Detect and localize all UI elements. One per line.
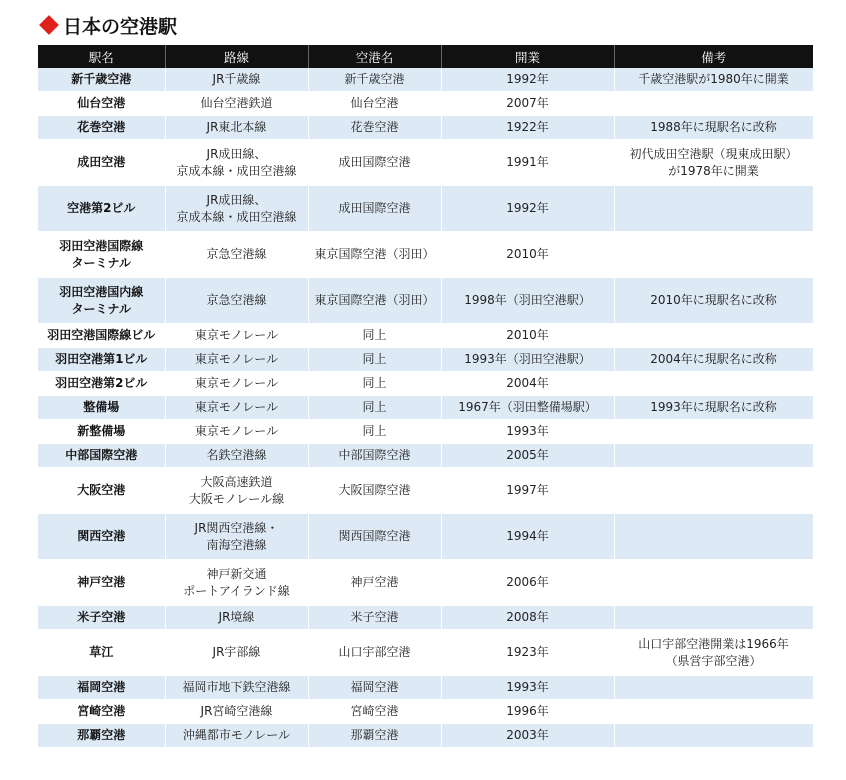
station-name-cell: 関西空港 bbox=[38, 514, 165, 560]
note-cell bbox=[614, 92, 813, 116]
table-row bbox=[38, 560, 813, 606]
station-name-cell: 大阪空港 bbox=[38, 468, 165, 514]
station-name-cell: 草江 bbox=[38, 630, 165, 676]
airport-cell: 大阪国際空港 bbox=[308, 468, 441, 514]
station-name-cell: 羽田空港国際線 ターミナル bbox=[38, 232, 165, 278]
table-row bbox=[38, 700, 813, 724]
station-name-cell: 福岡空港 bbox=[38, 676, 165, 700]
line-cell: JR東北本線 bbox=[165, 116, 308, 140]
diamond-bullet-icon bbox=[39, 15, 59, 35]
table-row bbox=[38, 186, 813, 232]
line-cell: 東京モノレール bbox=[165, 396, 308, 420]
note-cell: 千歳空港駅が1980年に開業 bbox=[614, 68, 813, 92]
table-row bbox=[38, 606, 813, 630]
airport-cell: 米子空港 bbox=[308, 606, 441, 630]
header-line: 路線 bbox=[165, 45, 308, 68]
opened-cell: 1992年 bbox=[441, 68, 614, 92]
opened-cell: 1993年 bbox=[441, 420, 614, 444]
note-cell bbox=[614, 700, 813, 724]
table-row bbox=[38, 68, 813, 92]
airport-cell: 福岡空港 bbox=[308, 676, 441, 700]
airport-cell: 同上 bbox=[308, 372, 441, 396]
line-cell: JR成田線、 京成本線・成田空港線 bbox=[165, 140, 308, 186]
opened-cell: 2007年 bbox=[441, 92, 614, 116]
line-cell: JR千歳線 bbox=[165, 68, 308, 92]
airport-cell: 仙台空港 bbox=[308, 92, 441, 116]
line-cell: 東京モノレール bbox=[165, 420, 308, 444]
opened-cell: 1992年 bbox=[441, 186, 614, 232]
note-cell bbox=[614, 186, 813, 232]
opened-cell: 1993年 bbox=[441, 676, 614, 700]
line-cell: JR境線 bbox=[165, 606, 308, 630]
opened-cell: 1922年 bbox=[441, 116, 614, 140]
note-cell: 山口宇部空港開業は1966年 （県営宇部空港） bbox=[614, 630, 813, 676]
table-row bbox=[38, 140, 813, 186]
table-row bbox=[38, 278, 813, 324]
airport-cell: 宮崎空港 bbox=[308, 700, 441, 724]
note-cell bbox=[614, 372, 813, 396]
header-note: 備考 bbox=[614, 45, 813, 68]
table-row bbox=[38, 468, 813, 514]
table-row bbox=[38, 116, 813, 140]
station-name-cell: 花巻空港 bbox=[38, 116, 165, 140]
airport-cell: 花巻空港 bbox=[308, 116, 441, 140]
table-body bbox=[38, 68, 813, 748]
station-name-cell: 新千歳空港 bbox=[38, 68, 165, 92]
station-name-cell: 整備場 bbox=[38, 396, 165, 420]
opened-cell: 2005年 bbox=[441, 444, 614, 468]
note-cell: 1993年に現駅名に改称 bbox=[614, 396, 813, 420]
opened-cell: 1998年（羽田空港駅） bbox=[441, 278, 614, 324]
station-name-cell: 新整備場 bbox=[38, 420, 165, 444]
table-row bbox=[38, 372, 813, 396]
opened-cell: 1991年 bbox=[441, 140, 614, 186]
line-cell: 東京モノレール bbox=[165, 348, 308, 372]
opened-cell: 2004年 bbox=[441, 372, 614, 396]
note-cell bbox=[614, 324, 813, 348]
note-cell bbox=[614, 420, 813, 444]
note-cell bbox=[614, 514, 813, 560]
station-name-cell: 羽田空港第1ビル bbox=[38, 348, 165, 372]
airport-stations-table bbox=[38, 45, 814, 748]
note-cell bbox=[614, 468, 813, 514]
airport-cell: 山口宇部空港 bbox=[308, 630, 441, 676]
airport-cell: 新千歳空港 bbox=[308, 68, 441, 92]
note-cell: 2010年に現駅名に改称 bbox=[614, 278, 813, 324]
line-cell: 東京モノレール bbox=[165, 324, 308, 348]
opened-cell: 1997年 bbox=[441, 468, 614, 514]
line-cell: JR成田線、 京成本線・成田空港線 bbox=[165, 186, 308, 232]
table-row bbox=[38, 232, 813, 278]
airport-cell: 神戸空港 bbox=[308, 560, 441, 606]
page-title bbox=[40, 12, 177, 38]
table-row bbox=[38, 92, 813, 116]
page-title-text: 日本の空港駅 bbox=[63, 15, 178, 38]
table-row bbox=[38, 396, 813, 420]
airport-cell: 同上 bbox=[308, 324, 441, 348]
note-cell: 初代成田空港駅（現東成田駅） が1978年に開業 bbox=[614, 140, 813, 186]
line-cell: 京急空港線 bbox=[165, 232, 308, 278]
line-cell: 沖縄都市モノレール bbox=[165, 724, 308, 748]
airport-cell: 東京国際空港（羽田） bbox=[308, 278, 441, 324]
station-name-cell: 仙台空港 bbox=[38, 92, 165, 116]
airport-cell: 中部国際空港 bbox=[308, 444, 441, 468]
table-row bbox=[38, 514, 813, 560]
airport-cell: 成田国際空港 bbox=[308, 186, 441, 232]
header-opened: 開業 bbox=[441, 45, 614, 68]
station-name-cell: 中部国際空港 bbox=[38, 444, 165, 468]
table-row bbox=[38, 724, 813, 748]
header-row bbox=[38, 45, 813, 68]
table-row bbox=[38, 324, 813, 348]
line-cell: JR関西空港線・ 南海空港線 bbox=[165, 514, 308, 560]
airport-cell: 東京国際空港（羽田） bbox=[308, 232, 441, 278]
line-cell: 京急空港線 bbox=[165, 278, 308, 324]
airport-cell: 同上 bbox=[308, 396, 441, 420]
line-cell: 名鉄空港線 bbox=[165, 444, 308, 468]
airport-cell: 成田国際空港 bbox=[308, 140, 441, 186]
opened-cell: 2003年 bbox=[441, 724, 614, 748]
station-name-cell: 空港第2ビル bbox=[38, 186, 165, 232]
station-name-cell: 成田空港 bbox=[38, 140, 165, 186]
opened-cell: 1923年 bbox=[441, 630, 614, 676]
note-cell: 1988年に現駅名に改称 bbox=[614, 116, 813, 140]
station-name-cell: 神戸空港 bbox=[38, 560, 165, 606]
header-airport: 空港名 bbox=[308, 45, 441, 68]
line-cell: 神戸新交通 ポートアイランド線 bbox=[165, 560, 308, 606]
line-cell: 大阪高速鉄道 大阪モノレール線 bbox=[165, 468, 308, 514]
station-name-cell: 羽田空港国内線 ターミナル bbox=[38, 278, 165, 324]
station-name-cell: 米子空港 bbox=[38, 606, 165, 630]
opened-cell: 1996年 bbox=[441, 700, 614, 724]
note-cell bbox=[614, 232, 813, 278]
airport-cell: 同上 bbox=[308, 348, 441, 372]
station-name-cell: 羽田空港国際線ビル bbox=[38, 324, 165, 348]
table-row bbox=[38, 444, 813, 468]
airport-cell: 那覇空港 bbox=[308, 724, 441, 748]
note-cell bbox=[614, 724, 813, 748]
opened-cell: 1994年 bbox=[441, 514, 614, 560]
line-cell: JR宇部線 bbox=[165, 630, 308, 676]
table-row bbox=[38, 630, 813, 676]
opened-cell: 1993年（羽田空港駅） bbox=[441, 348, 614, 372]
opened-cell: 2008年 bbox=[441, 606, 614, 630]
opened-cell: 2006年 bbox=[441, 560, 614, 606]
table-row bbox=[38, 420, 813, 444]
note-cell: 2004年に現駅名に改称 bbox=[614, 348, 813, 372]
table-row bbox=[38, 348, 813, 372]
line-cell: 仙台空港鉄道 bbox=[165, 92, 308, 116]
table-row bbox=[38, 676, 813, 700]
line-cell: JR宮崎空港線 bbox=[165, 700, 308, 724]
note-cell bbox=[614, 560, 813, 606]
airport-cell: 同上 bbox=[308, 420, 441, 444]
note-cell bbox=[614, 676, 813, 700]
line-cell: 福岡市地下鉄空港線 bbox=[165, 676, 308, 700]
station-name-cell: 宮崎空港 bbox=[38, 700, 165, 724]
opened-cell: 1967年（羽田整備場駅） bbox=[441, 396, 614, 420]
opened-cell: 2010年 bbox=[441, 232, 614, 278]
note-cell bbox=[614, 606, 813, 630]
station-name-cell: 羽田空港第2ビル bbox=[38, 372, 165, 396]
station-name-cell: 那覇空港 bbox=[38, 724, 165, 748]
note-cell bbox=[614, 444, 813, 468]
line-cell: 東京モノレール bbox=[165, 372, 308, 396]
airport-cell: 関西国際空港 bbox=[308, 514, 441, 560]
header-station-name: 駅名 bbox=[38, 45, 165, 68]
opened-cell: 2010年 bbox=[441, 324, 614, 348]
